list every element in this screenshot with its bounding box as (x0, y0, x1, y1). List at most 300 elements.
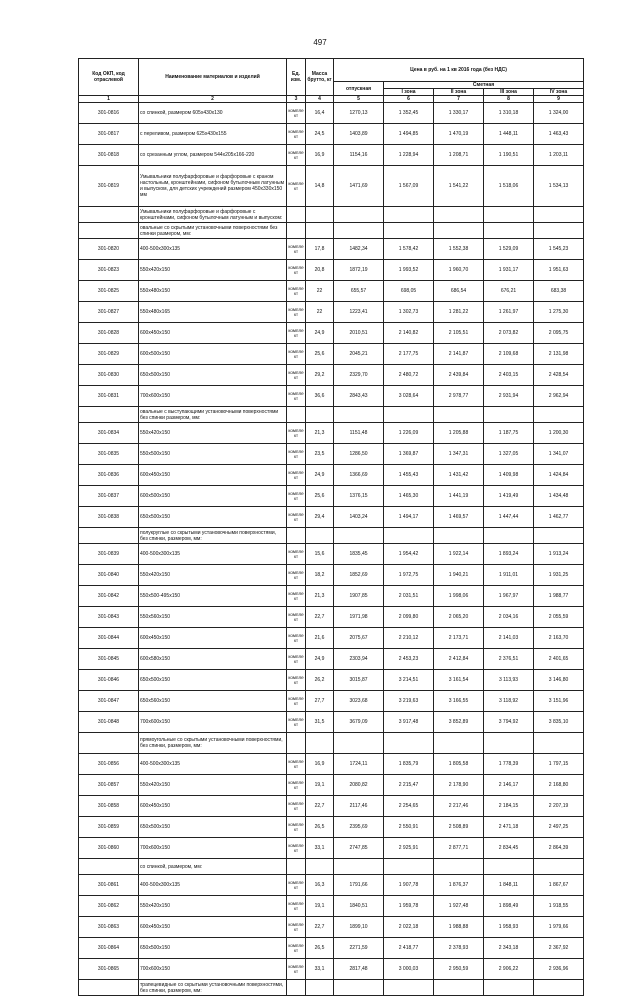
cell-unit: компле кт (287, 817, 306, 838)
price-table (78, 58, 584, 996)
section-row (79, 223, 584, 239)
cell-name: 650х500х150 (139, 817, 287, 838)
cell-mass: 17,8 (306, 239, 334, 260)
cell-zone-4-price: 2 131,98 (534, 344, 584, 365)
cell-release-price: 3023,68 (334, 691, 384, 712)
cell-mass: 29,4 (306, 507, 334, 528)
cell-code: 301-0835 (79, 444, 139, 465)
table-row (79, 586, 584, 607)
cell-unit: компле кт (287, 302, 306, 323)
cell-release-price: 1403,89 (334, 124, 384, 145)
header-code: Код ОКП, код отраслевой (79, 59, 139, 96)
table-row (79, 423, 584, 444)
cell-unit: компле кт (287, 896, 306, 917)
section-row (79, 980, 584, 996)
cell-zone-2-price: 2 065,20 (434, 607, 484, 628)
cell-zone-4-price: 3 146,80 (534, 670, 584, 691)
table-row (79, 691, 584, 712)
cell-zone-2-price: 1 469,57 (434, 507, 484, 528)
cell-release-price: 1899,10 (334, 917, 384, 938)
cell-release-price: 2843,43 (334, 386, 384, 407)
cell-mass: 20,8 (306, 260, 334, 281)
cell-zone-3-price: 1 898,49 (484, 896, 534, 917)
cell-zone-3-price: 2 073,82 (484, 323, 534, 344)
cell-empty (287, 733, 306, 754)
cell-empty (287, 980, 306, 996)
cell-name: с переливом, размером 625х430х155 (139, 124, 287, 145)
cell-name: 600х450х150 (139, 323, 287, 344)
cell-zone-1-price: 3 917,48 (384, 712, 434, 733)
table-row (79, 323, 584, 344)
cell-mass: 16,4 (306, 103, 334, 124)
cell-name: 600х450х150 (139, 465, 287, 486)
cell-release-price: 1791,66 (334, 875, 384, 896)
cell-zone-3-price: 1 419,49 (484, 486, 534, 507)
cell-code: 301-0862 (79, 896, 139, 917)
cell-unit: компле кт (287, 281, 306, 302)
cell-zone-4-price: 1 424,84 (534, 465, 584, 486)
cell-code: 301-0825 (79, 281, 139, 302)
cell-unit: компле кт (287, 444, 306, 465)
cell-zone-4-price: 2 095,75 (534, 323, 584, 344)
cell-empty (434, 223, 484, 239)
cell-code-empty (79, 980, 139, 996)
cell-unit: компле кт (287, 386, 306, 407)
cell-name: 550х420х150 (139, 423, 287, 444)
cell-code: 301-0844 (79, 628, 139, 649)
cell-mass: 22,7 (306, 917, 334, 938)
cell-mass: 19,1 (306, 775, 334, 796)
table-row (79, 565, 584, 586)
table-row (79, 166, 584, 207)
cell-zone-3-price: 1 448,11 (484, 124, 534, 145)
cell-zone-1-price: 3 028,64 (384, 386, 434, 407)
cell-release-price: 2329,70 (334, 365, 384, 386)
cell-empty (384, 407, 434, 423)
cell-code-empty (79, 223, 139, 239)
cell-zone-1-price: 2 215,47 (384, 775, 434, 796)
cell-mass: 36,6 (306, 386, 334, 407)
cell-zone-1-price: 1 959,78 (384, 896, 434, 917)
cell-unit: компле кт (287, 344, 306, 365)
cell-zone-3-price: 2 834,45 (484, 838, 534, 859)
cell-unit: компле кт (287, 260, 306, 281)
cell-zone-3-price: 1 261,97 (484, 302, 534, 323)
cell-name: 550х500-495х150 (139, 586, 287, 607)
cell-code: 301-0861 (79, 875, 139, 896)
cell-zone-4-price: 1 979,66 (534, 917, 584, 938)
cell-zone-4-price: 2 497,25 (534, 817, 584, 838)
cell-release-price: 1286,50 (334, 444, 384, 465)
price-table-body (79, 103, 584, 996)
cell-unit: компле кт (287, 565, 306, 586)
cell-code: 301-0818 (79, 145, 139, 166)
cell-zone-1-price: 1 972,75 (384, 565, 434, 586)
cell-zone-3-price: 1 310,18 (484, 103, 534, 124)
cell-zone-2-price: 2 877,71 (434, 838, 484, 859)
cell-code: 301-0817 (79, 124, 139, 145)
column-numbers-row (79, 96, 584, 103)
cell-empty (534, 980, 584, 996)
cell-zone-4-price: 2 163,70 (534, 628, 584, 649)
cell-code: 301-0843 (79, 607, 139, 628)
cell-mass: 29,2 (306, 365, 334, 386)
cell-zone-1-price: 1 494,17 (384, 507, 434, 528)
cell-empty (384, 980, 434, 996)
cell-zone-2-price: 1 998,06 (434, 586, 484, 607)
cell-zone-4-price: 2 936,96 (534, 959, 584, 980)
cell-zone-1-price: 1 302,73 (384, 302, 434, 323)
table-row (79, 796, 584, 817)
cell-zone-2-price: 2 950,59 (434, 959, 484, 980)
cell-code-empty (79, 528, 139, 544)
table-row (79, 386, 584, 407)
cell-zone-3-price: 2 184,15 (484, 796, 534, 817)
cell-zone-3-price: 1 190,51 (484, 145, 534, 166)
table-row (79, 875, 584, 896)
column-number: 3 (287, 96, 306, 103)
cell-zone-3-price: 2 906,22 (484, 959, 534, 980)
cell-empty (434, 859, 484, 875)
cell-unit: компле кт (287, 775, 306, 796)
table-row (79, 444, 584, 465)
cell-name: 550х560х150 (139, 607, 287, 628)
cell-mass: 33,1 (306, 838, 334, 859)
cell-empty (306, 733, 334, 754)
cell-mass: 24,9 (306, 323, 334, 344)
cell-mass: 22,7 (306, 607, 334, 628)
column-number: 9 (534, 96, 584, 103)
cell-empty (287, 207, 306, 223)
table-row (79, 124, 584, 145)
cell-empty (384, 528, 434, 544)
cell-zone-3-price: 1 911,01 (484, 565, 534, 586)
cell-zone-2-price: 2 378,93 (434, 938, 484, 959)
cell-zone-1-price: 2 140,82 (384, 323, 434, 344)
table-row (79, 103, 584, 124)
table-row (79, 507, 584, 528)
cell-zone-3-price: 1 778,39 (484, 754, 534, 775)
cell-zone-1-price: 2 210,12 (384, 628, 434, 649)
cell-zone-1-price: 2 099,80 (384, 607, 434, 628)
cell-empty (534, 528, 584, 544)
cell-code: 301-0848 (79, 712, 139, 733)
cell-zone-4-price: 683,38 (534, 281, 584, 302)
cell-empty (306, 207, 334, 223)
cell-release-price: 1471,69 (334, 166, 384, 207)
cell-zone-2-price: 1 281,22 (434, 302, 484, 323)
cell-mass: 21,3 (306, 423, 334, 444)
cell-empty (434, 980, 484, 996)
cell-zone-4-price: 1 200,30 (534, 423, 584, 444)
cell-name: 550х480х150 (139, 281, 287, 302)
cell-empty (484, 980, 534, 996)
table-row (79, 628, 584, 649)
cell-name: 700х600х150 (139, 838, 287, 859)
table-row (79, 938, 584, 959)
cell-unit: компле кт (287, 365, 306, 386)
section-title: трапецевидные со скрытыми установочными поверхностями, без спинки, размером, мм: (139, 980, 287, 996)
cell-empty (534, 859, 584, 875)
cell-zone-4-price: 1 918,55 (534, 896, 584, 917)
cell-code: 301-0838 (79, 507, 139, 528)
cell-mass: 24,9 (306, 649, 334, 670)
column-number: 4 (306, 96, 334, 103)
cell-empty (434, 528, 484, 544)
cell-zone-3-price: 1 893,24 (484, 544, 534, 565)
cell-zone-1-price: 1 226,09 (384, 423, 434, 444)
cell-release-price: 1852,69 (334, 565, 384, 586)
cell-zone-2-price: 1 347,31 (434, 444, 484, 465)
cell-zone-3-price: 1 967,97 (484, 586, 534, 607)
section-title: Умывальники полуфарфоровые и фарфоровые с кронштейнами, сифоном бутылочным латунным и выпуском: (139, 207, 287, 223)
cell-zone-2-price: 1 470,19 (434, 124, 484, 145)
cell-code: 301-0845 (79, 649, 139, 670)
cell-zone-1-price: 1 993,52 (384, 260, 434, 281)
table-row (79, 260, 584, 281)
cell-zone-3-price: 2 403,15 (484, 365, 534, 386)
cell-zone-3-price: 1 529,09 (484, 239, 534, 260)
cell-code-empty (79, 407, 139, 423)
cell-code: 301-0834 (79, 423, 139, 444)
cell-zone-1-price: 2 254,65 (384, 796, 434, 817)
cell-mass: 22 (306, 302, 334, 323)
column-number: 1 (79, 96, 139, 103)
table-row (79, 465, 584, 486)
cell-release-price: 1223,41 (334, 302, 384, 323)
cell-empty (484, 223, 534, 239)
cell-zone-3-price: 3 118,92 (484, 691, 534, 712)
cell-unit: компле кт (287, 607, 306, 628)
cell-zone-2-price: 1 330,17 (434, 103, 484, 124)
cell-zone-2-price: 1 940,21 (434, 565, 484, 586)
section-row (79, 859, 584, 875)
cell-zone-4-price: 2 401,65 (534, 649, 584, 670)
table-row (79, 145, 584, 166)
cell-name: 600х450х150 (139, 628, 287, 649)
cell-zone-1-price: 1 835,79 (384, 754, 434, 775)
cell-empty (306, 859, 334, 875)
cell-zone-3-price: 2 931,94 (484, 386, 534, 407)
cell-unit: компле кт (287, 507, 306, 528)
cell-name: 650х500х150 (139, 670, 287, 691)
cell-unit: компле кт (287, 486, 306, 507)
section-row (79, 407, 584, 423)
cell-code: 301-0842 (79, 586, 139, 607)
cell-code: 301-0858 (79, 796, 139, 817)
cell-empty (334, 980, 384, 996)
table-row (79, 365, 584, 386)
cell-zone-4-price: 1 463,43 (534, 124, 584, 145)
cell-zone-1-price: 1 494,85 (384, 124, 434, 145)
cell-release-price: 1376,15 (334, 486, 384, 507)
cell-zone-3-price: 1 848,11 (484, 875, 534, 896)
cell-mass: 31,5 (306, 712, 334, 733)
cell-empty (434, 207, 484, 223)
cell-zone-3-price: 1 447,44 (484, 507, 534, 528)
cell-zone-4-price: 1 988,77 (534, 586, 584, 607)
cell-release-price: 1835,45 (334, 544, 384, 565)
cell-zone-1-price: 2 031,51 (384, 586, 434, 607)
cell-name: со срезанным углом, размером 544х205х166-220 (139, 145, 287, 166)
cell-zone-3-price: 1 409,98 (484, 465, 534, 486)
header-price-title: Цена в руб. на 1 кв 2016 года (без НДС) (334, 59, 584, 82)
cell-zone-2-price: 2 412,84 (434, 649, 484, 670)
cell-unit: компле кт (287, 586, 306, 607)
cell-name: 700х600х150 (139, 712, 287, 733)
cell-zone-2-price: 1 552,38 (434, 239, 484, 260)
cell-code: 301-0823 (79, 260, 139, 281)
cell-release-price: 2747,85 (334, 838, 384, 859)
cell-empty (384, 223, 434, 239)
cell-zone-1-price: 1 352,45 (384, 103, 434, 124)
cell-name: 550х500х150 (139, 444, 287, 465)
cell-unit: компле кт (287, 239, 306, 260)
cell-zone-2-price: 3 852,89 (434, 712, 484, 733)
table-row (79, 917, 584, 938)
page-number: 497 (313, 38, 327, 47)
cell-mass: 16,9 (306, 145, 334, 166)
cell-zone-4-price: 1 913,24 (534, 544, 584, 565)
cell-zone-2-price: 1 431,42 (434, 465, 484, 486)
cell-zone-3-price: 3 794,92 (484, 712, 534, 733)
cell-empty (287, 528, 306, 544)
cell-zone-1-price: 2 453,23 (384, 649, 434, 670)
cell-zone-4-price: 1 203,11 (534, 145, 584, 166)
cell-unit: компле кт (287, 796, 306, 817)
cell-empty (306, 980, 334, 996)
cell-code: 301-0819 (79, 166, 139, 207)
cell-unit: компле кт (287, 754, 306, 775)
cell-empty (434, 733, 484, 754)
cell-code: 301-0820 (79, 239, 139, 260)
section-title: овальные со скрытыми установочными поверхностями без спинки размером, мм: (139, 223, 287, 239)
cell-code: 301-0863 (79, 917, 139, 938)
cell-empty (534, 407, 584, 423)
cell-zone-2-price: 1 876,37 (434, 875, 484, 896)
cell-name: 550х420х150 (139, 260, 287, 281)
cell-code: 301-0837 (79, 486, 139, 507)
table-row (79, 754, 584, 775)
header-zone-1: I зона (384, 89, 434, 96)
cell-release-price: 2817,48 (334, 959, 384, 980)
header-zone-2: II зона (434, 89, 484, 96)
section-title: прямоугольные со скрытыми установочными поверхностями, без спинки, размером, мм: (139, 733, 287, 754)
cell-empty (334, 407, 384, 423)
cell-empty (334, 733, 384, 754)
cell-zone-2-price: 2 105,51 (434, 323, 484, 344)
cell-mass: 26,5 (306, 938, 334, 959)
cell-zone-2-price: 1 208,71 (434, 145, 484, 166)
cell-empty (434, 407, 484, 423)
cell-zone-3-price: 2 146,17 (484, 775, 534, 796)
cell-zone-4-price: 1 867,67 (534, 875, 584, 896)
cell-zone-1-price: 1 578,42 (384, 239, 434, 260)
table-row (79, 302, 584, 323)
cell-empty (534, 207, 584, 223)
cell-empty (287, 407, 306, 423)
cell-mass: 27,7 (306, 691, 334, 712)
cell-name: Умывальники полуфарфоровые и фарфоровые с краном настольным, кронштейнами, сифоном бутылочным латунным и выпуском, для детских учреждений размером 450х330х150 мм (139, 166, 287, 207)
cell-name: 700х600х150 (139, 386, 287, 407)
cell-zone-3-price: 2 109,68 (484, 344, 534, 365)
cell-code: 301-0865 (79, 959, 139, 980)
cell-name: 400-500х300х135 (139, 875, 287, 896)
cell-zone-4-price: 2 367,92 (534, 938, 584, 959)
cell-zone-3-price: 2 343,18 (484, 938, 534, 959)
cell-unit: компле кт (287, 544, 306, 565)
cell-zone-2-price: 1 441,19 (434, 486, 484, 507)
section-row (79, 528, 584, 544)
cell-zone-1-price: 1 228,94 (384, 145, 434, 166)
cell-unit: компле кт (287, 423, 306, 444)
cell-zone-1-price: 1 907,78 (384, 875, 434, 896)
cell-zone-3-price: 2 034,16 (484, 607, 534, 628)
cell-empty (534, 733, 584, 754)
cell-zone-4-price: 2 962,94 (534, 386, 584, 407)
table-row (79, 239, 584, 260)
cell-zone-4-price: 1 324,00 (534, 103, 584, 124)
cell-zone-3-price: 1 931,17 (484, 260, 534, 281)
cell-zone-2-price: 3 166,55 (434, 691, 484, 712)
cell-zone-1-price: 2 925,91 (384, 838, 434, 859)
cell-name: 550х480х165 (139, 302, 287, 323)
cell-empty (287, 223, 306, 239)
cell-unit: компле кт (287, 959, 306, 980)
cell-zone-3-price: 1 518,06 (484, 166, 534, 207)
column-number: 5 (334, 96, 384, 103)
cell-zone-2-price: 2 978,77 (434, 386, 484, 407)
cell-zone-2-price: 2 508,89 (434, 817, 484, 838)
cell-release-price: 1270,13 (334, 103, 384, 124)
cell-zone-4-price: 1 545,23 (534, 239, 584, 260)
cell-mass: 22 (306, 281, 334, 302)
cell-zone-3-price: 676,21 (484, 281, 534, 302)
cell-release-price: 1366,69 (334, 465, 384, 486)
cell-code-empty (79, 859, 139, 875)
cell-zone-2-price: 2 439,84 (434, 365, 484, 386)
cell-zone-4-price: 1 534,13 (534, 166, 584, 207)
table-row (79, 607, 584, 628)
table-row (79, 544, 584, 565)
cell-code: 301-0840 (79, 565, 139, 586)
cell-zone-4-price: 2 864,39 (534, 838, 584, 859)
cell-name: 650х500х150 (139, 365, 287, 386)
cell-name: 600х580х150 (139, 649, 287, 670)
cell-zone-4-price: 1 341,07 (534, 444, 584, 465)
cell-mass: 24,9 (306, 465, 334, 486)
cell-release-price: 1872,19 (334, 260, 384, 281)
cell-unit: компле кт (287, 628, 306, 649)
cell-mass: 24,5 (306, 124, 334, 145)
cell-code: 301-0859 (79, 817, 139, 838)
cell-name: 700х600х150 (139, 959, 287, 980)
cell-code: 301-0857 (79, 775, 139, 796)
cell-empty (384, 207, 434, 223)
cell-zone-2-price: 1 541,22 (434, 166, 484, 207)
cell-empty (384, 859, 434, 875)
cell-zone-4-price: 1 434,48 (534, 486, 584, 507)
cell-zone-2-price: 2 141,87 (434, 344, 484, 365)
cell-unit: компле кт (287, 649, 306, 670)
cell-code: 301-0839 (79, 544, 139, 565)
cell-zone-1-price: 2 550,91 (384, 817, 434, 838)
cell-empty (484, 733, 534, 754)
cell-zone-4-price: 1 931,25 (534, 565, 584, 586)
cell-zone-3-price: 1 187,75 (484, 423, 534, 444)
cell-zone-3-price: 2 376,51 (484, 649, 534, 670)
cell-mass: 25,6 (306, 344, 334, 365)
